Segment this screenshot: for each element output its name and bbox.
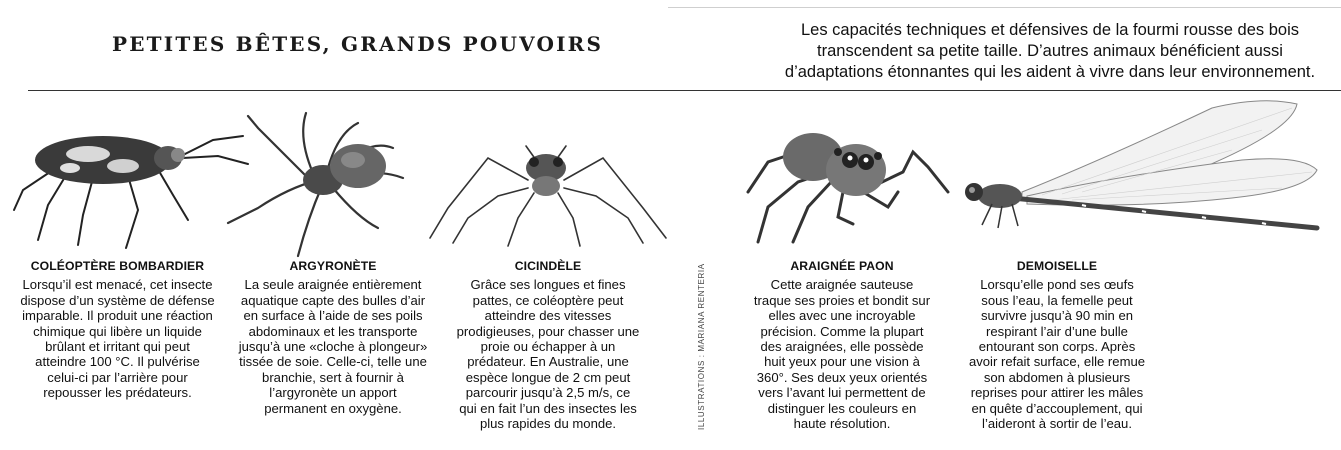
header-divider — [28, 90, 1341, 91]
page-title: PETITES BÊTES, GRANDS POUVOIRS — [112, 32, 604, 56]
water-spider-title: ARGYRONÈTE — [289, 259, 377, 273]
bombardier-beetle-column — [20, 259, 215, 401]
water-spider-description: La seule araignée entièrement aquatique capte des bulles d’air en surface à l’aide de ses poils abdominaux et les transporte jusqu’à une «cloche à plongeur» tissée de soie. Celle-ci, telle une branchie, sert à fournir à l’argyronète un apport permanent en oxygène. — [238, 277, 428, 416]
top-divider — [668, 7, 1341, 8]
tiger-beetle-column — [456, 259, 640, 431]
peacock-spider-column — [752, 259, 932, 431]
peacock-spider-title: ARAIGNÉE PAON — [790, 259, 894, 273]
tiger-beetle-illustration — [428, 138, 668, 250]
damselfly-illustration — [962, 100, 1332, 245]
peacock-spider-description: Cette araignée sauteuse traque ses proies et bondit sur elles avec une incroyable précision. Comme la plupart des araignées, elle possède huit yeux pour une vision à 360°. Ses deux yeux orientés vers l’avant lui permettent de distinguer les couleurs en haute résolution. — [753, 277, 931, 432]
water-spider-column — [238, 259, 428, 416]
peacock-spider-illustration — [738, 112, 958, 247]
bombardier-beetle-title: COLÉOPTÈRE BOMBARDIER — [30, 259, 205, 273]
damselfly-column — [965, 259, 1149, 431]
tiger-beetle-description: Grâce ses longues et fines pattes, ce coléoptère peut atteindre des vitesses prodigieuses, pour chasser une proie ou échapper à un prédateur. En Australie, une espèce longue de 2 cm peut parcourir jusqu’à 2,5 m/s, ce qui en fait l’un des insectes les plus rapides du monde. — [456, 277, 640, 432]
tiger-beetle-title: CICINDÈLE — [514, 259, 582, 273]
damselfly-title: DEMOISELLE — [1016, 259, 1098, 273]
bombardier-beetle-description: Lorsqu’il est menacé, cet insecte dispose d’un système de défense imparable. Il produit une réaction chimique qui libère un liquide brûlant et irritant qui peut atteindre 100 °C. Il pulvérise celui-ci par l’arrière pour repousser les prédateurs. — [20, 277, 215, 401]
damselfly-description: Lorsqu’elle pond ses œufs sous l’eau, la femelle peut survivre jusqu’à 90 min en respirant l’air d’une bulle entourant son corps. Après avoir refait surface, elle remue son abdomen à plusieurs reprises pour attirer les mâles en quête d’accouplement, qui l’aideront à sortir de l’eau. — [968, 277, 1146, 432]
water-spider-illustration — [218, 108, 418, 258]
intro-text: Les capacités techniques et défensives de la fourmi rousse des bois transcendent sa petite taille. D’autres animaux bénéficient aussi d’adaptations étonnantes qui les aident à vivre dans leur environnement. — [784, 21, 1316, 81]
illustration-credit: ILLUSTRATIONS : MARIANA RENTERIA — [697, 263, 706, 430]
bombardier-beetle-illustration — [8, 110, 253, 250]
